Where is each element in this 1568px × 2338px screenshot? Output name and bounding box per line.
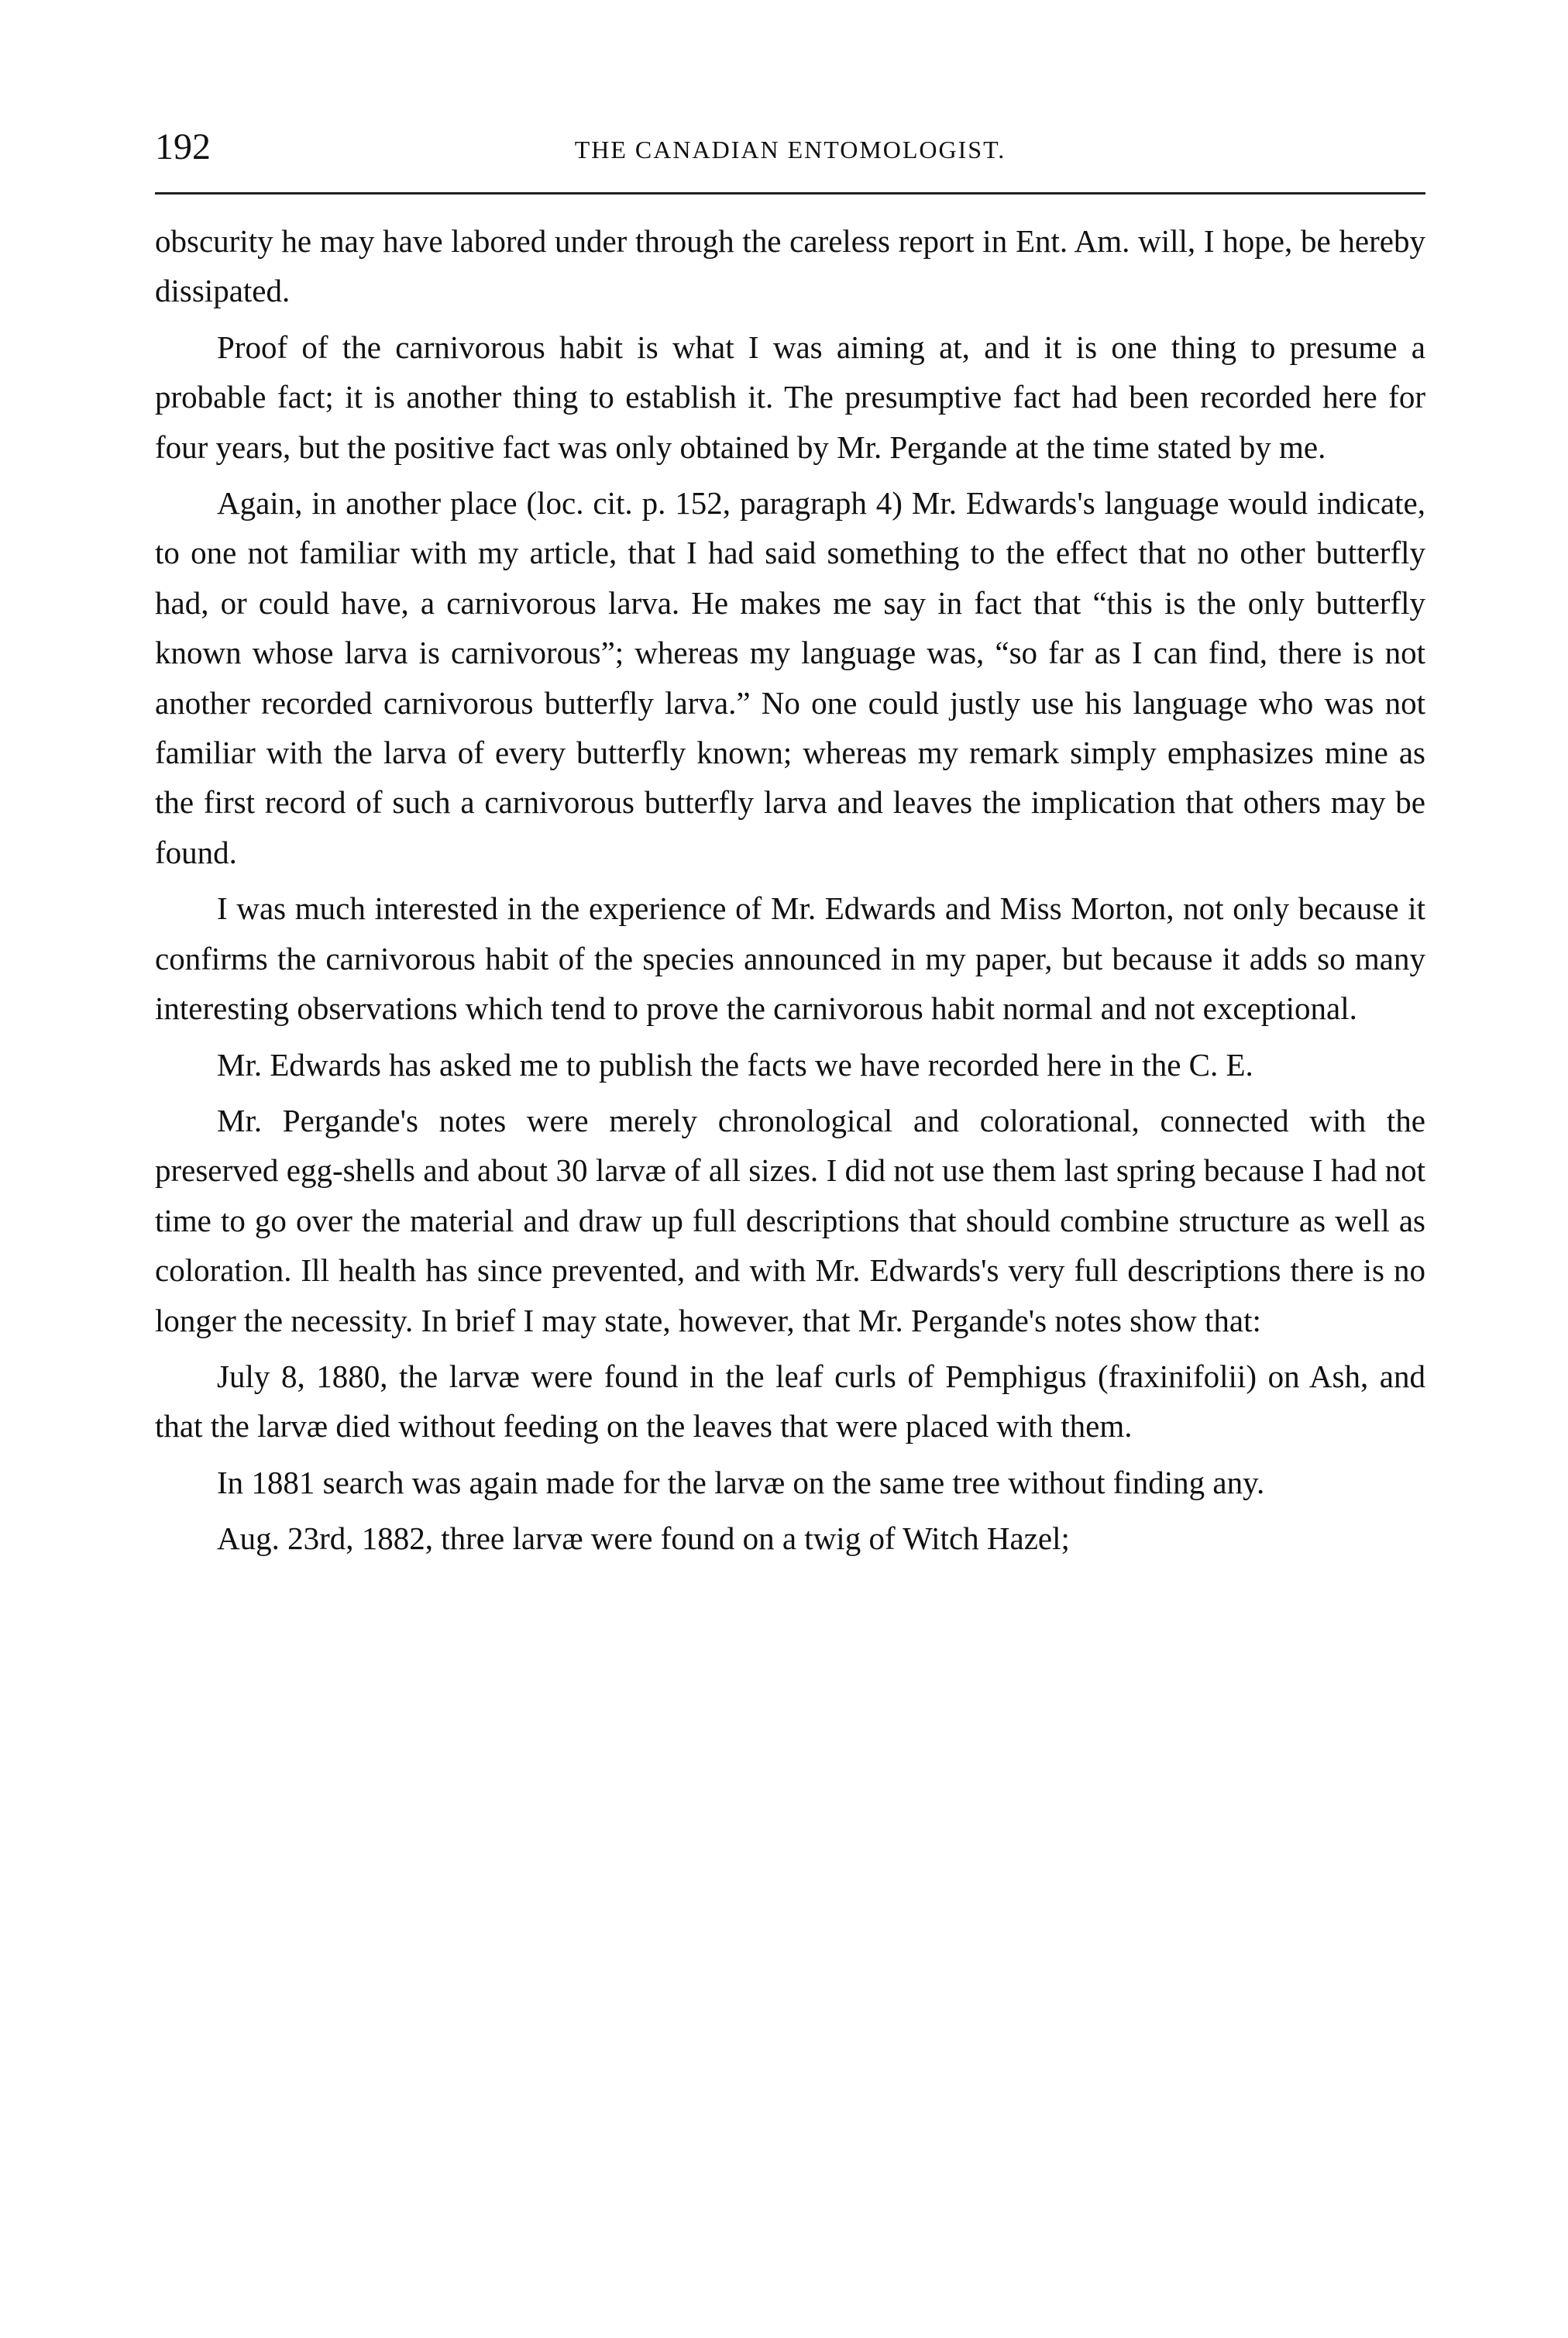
paragraph: Mr. Pergande's notes were merely chronological and colorational, connected with the preserved egg-shells and about 30 larvæ of all sizes. I did not use them last spring because I had not time to go over the material and draw up full descriptions that should combine structure as well as coloration. Ill health has since prevented, and with Mr. Edwards's very full descriptions there is no longer the necessity. In brief I may state, however, that Mr. Pergande's notes show that: xyxy=(155,1102,1425,1338)
paragraph: I was much interested in the experience of Mr. Edwards and Miss Morton, not only because it confirms the carnivorous habit of the species announced in my paper, but because it adds so many interesting observations which tend to prove the carnivorous habit normal and not exceptional. xyxy=(155,890,1425,1027)
body-text xyxy=(155,216,1425,1564)
paragraph: obscurity he may have labored under through the careless report in Ent. Am. will, I hope, be hereby dissipated. xyxy=(155,223,1425,309)
header-rule xyxy=(155,192,1425,195)
paragraph: Proof of the carnivorous habit is what I was aiming at, and it is one thing to presume a probable fact; it is another thing to establish it. The presumptive fact had been recorded here for four years, but the positive fact was only obtained by Mr. Pergande at the time stated by me. xyxy=(155,329,1425,465)
page xyxy=(155,116,1425,1564)
paragraph: Aug. 23rd, 1882, three larvæ were found on a twig of Witch Hazel; xyxy=(217,1520,1070,1557)
paragraph: Mr. Edwards has asked me to publish the facts we have recorded here in the C. E. xyxy=(217,1046,1253,1083)
paragraph: July 8, 1880, the larvæ were found in the leaf curls of Pemphigus (fraxinifolii) on Ash, and that the larvæ died without feeding on the leaves that were placed with them. xyxy=(155,1358,1425,1444)
paragraph: In 1881 search was again made for the larvæ on the same tree without finding any. xyxy=(217,1464,1265,1500)
page-number: 192 xyxy=(155,126,211,167)
running-title: THE CANADIAN ENTOMOLOGIST. xyxy=(574,136,1006,164)
paragraph: Again, in another place (loc. cit. p. 152, paragraph 4) Mr. Edwards's language would indicate, to one not familiar with my article, that I had said something to the effect that no other butterfly had, or could have, a carnivorous larva. He makes me say in fact that “this is the only butterfly known whose larva is carnivorous”; whereas my language was, “so far as I can find, there is not another recorded carnivorous butterfly larva.” No one could justly use his language who was not familiar with the larva of every butterfly known; whereas my remark simply emphasizes mine as the first record of such a carnivorous butterfly larva and leaves the implication that others may be found. xyxy=(155,485,1425,870)
page-header xyxy=(155,116,1425,186)
